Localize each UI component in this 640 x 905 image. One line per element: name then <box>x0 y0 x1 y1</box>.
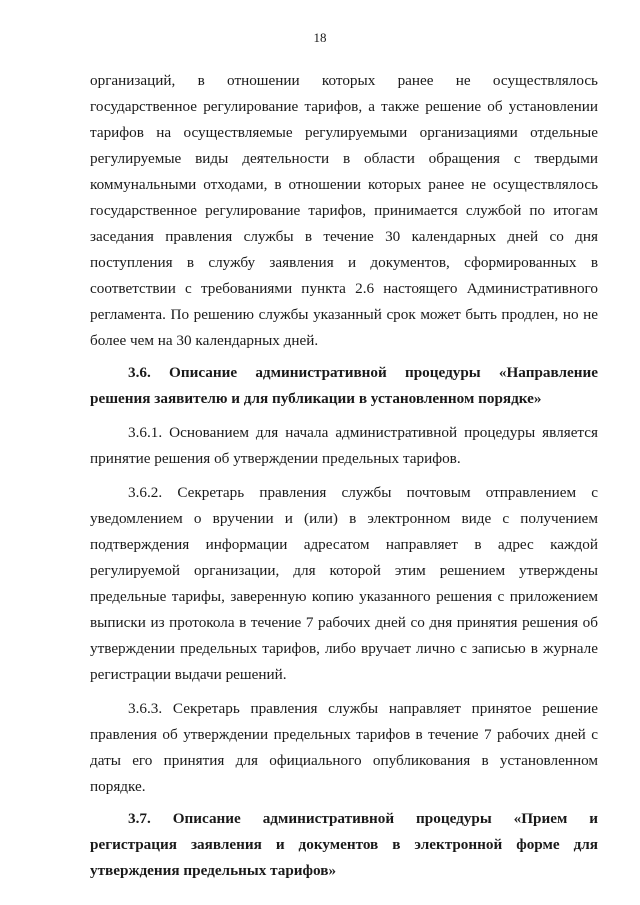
heading-line: регистрация заявления и документов в электронной форме для <box>90 836 598 853</box>
paragraph-3-6-2 <box>90 480 598 688</box>
text-line: государственное регулирование тарифов, принимается службой по итогам <box>90 202 598 219</box>
text-line: заседания правления службы в течение 30 календарных дней со дня <box>90 228 598 245</box>
section-heading-3-7 <box>90 806 598 884</box>
text-line: регламента. По решению службы указанный срок может быть продлен, но не <box>90 306 598 323</box>
heading-line: утверждения предельных тарифов» <box>90 862 337 879</box>
section-heading-3-6 <box>90 360 598 412</box>
text-line: тарифов на осуществляемые регулируемыми организациями отдельные <box>90 124 598 141</box>
text-line: утверждении предельных тарифов, либо вручает лично с записью в журнале <box>90 640 598 657</box>
text-line: принятие решения об утверждении предельных тарифов. <box>90 450 461 467</box>
text-line: поступления в службу заявления и документов, сформированных в <box>90 254 598 271</box>
heading-line: решения заявителю и для публикации в установленном порядке» <box>90 390 542 407</box>
text-line: государственное регулирование тарифов, а также решение об установлении <box>90 98 598 115</box>
text-line: регулируемой организации, для которой этим решением утверждены <box>90 562 598 579</box>
text-line: 3.6.1. Основанием для начала административной процедуры является <box>128 424 598 441</box>
text-line: выписки из протокола в течение 7 рабочих дней со дня принятия решения об <box>90 614 598 631</box>
text-line: порядке. <box>90 778 146 795</box>
text-line: более чем на 30 календарных дней. <box>90 332 319 349</box>
text-line: правления об утверждении предельных тарифов в течение 7 рабочих дней с <box>90 726 598 743</box>
document-body <box>90 68 598 884</box>
paragraph-continuation <box>90 68 598 354</box>
text-line: уведомлением о вручении и (или) в электронном виде с получением <box>90 510 598 527</box>
text-line: организаций, в отношении которых ранее не осуществлялось <box>90 72 598 89</box>
text-line: предельные тарифы, заверенную копию указанного решения с приложением <box>90 588 598 605</box>
text-line: подтверждения информации адресатом направляет в адрес каждой <box>90 536 598 553</box>
text-line: 3.6.2. Секретарь правления службы почтовым отправлением с <box>128 484 598 501</box>
paragraph-3-6-3 <box>90 696 598 800</box>
heading-line: 3.7. Описание административной процедуры «Прием и <box>128 810 598 827</box>
text-line: регулируемые виды деятельности в области обращения с твердыми <box>90 150 598 167</box>
heading-line: 3.6. Описание административной процедуры «Направление <box>128 364 598 381</box>
page-number: 18 <box>313 30 327 45</box>
paragraph-3-6-1 <box>90 420 598 472</box>
text-line: даты его принятия для официального опубликования в установленном <box>90 752 598 769</box>
text-line: соответствии с требованиями пункта 2.6 настоящего Административного <box>90 280 598 297</box>
text-line: 3.6.3. Секретарь правления службы направляет принятое решение <box>128 700 598 717</box>
text-line: коммунальными отходами, в отношении которых ранее не осуществлялось <box>90 176 598 193</box>
text-line: регистрации выдачи решений. <box>90 666 287 683</box>
